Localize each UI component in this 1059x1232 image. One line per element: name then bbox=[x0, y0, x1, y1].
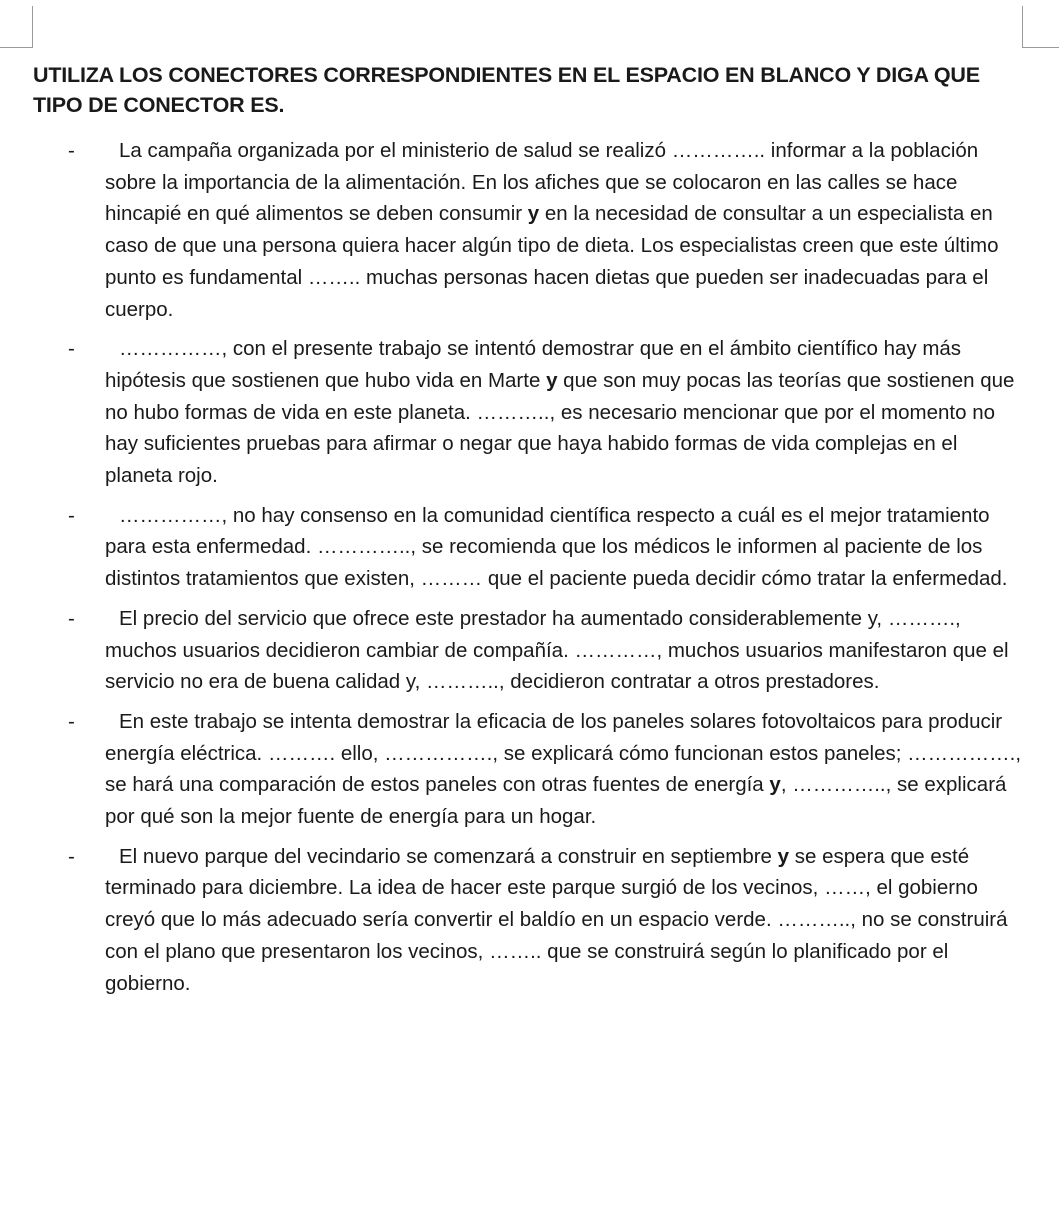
exercise-text: , es necesario mencionar que por el momento no hay suficientes pruebas para afirmar o negar que haya habido formas de vida complejas en el planeta rojo. bbox=[105, 400, 996, 488]
exercise-text: informar a la población sobre la importancia de la alimentación. En los afiches que se colocaron en las calles se hace hincapié en qué alimentos se deben consumir bbox=[105, 139, 979, 226]
answer-blank[interactable]: ………. bbox=[267, 741, 336, 765]
bold-connector: y bbox=[527, 202, 540, 226]
bold-connector: y bbox=[777, 844, 790, 868]
exercise-text: , muchos usuarios decidieron cambiar de compañía. bbox=[105, 606, 961, 662]
bullet-dash: - bbox=[68, 337, 75, 361]
exercise-text: muchas personas hacen dietas que pueden ser inadecuadas para el cuerpo. bbox=[105, 265, 989, 321]
answer-blank[interactable]: …………… bbox=[119, 337, 222, 361]
exercise-item bbox=[0, 135, 1059, 325]
answer-blank[interactable]: ……….. bbox=[777, 908, 851, 932]
exercise-text: , el gobierno creyó que lo más adecuado sería convertir el baldío en un espacio verde. bbox=[105, 876, 978, 932]
exercise-list bbox=[0, 135, 1059, 1007]
exercise-text: La campaña organizada por el ministerio de salud se realizó bbox=[119, 139, 672, 162]
exercise-text: se espera que esté terminado para diciembre. La idea de hacer este parque surgió de los vecinos, bbox=[105, 844, 970, 900]
answer-blank[interactable]: ………….. bbox=[792, 773, 886, 797]
bullet-dash: - bbox=[68, 709, 75, 733]
exercise-item bbox=[0, 333, 1059, 492]
exercise-text: , no se construirá con el plano que presentaron los vecinos, bbox=[105, 908, 1008, 963]
exercise-item bbox=[0, 841, 1059, 1000]
exercise-text: El precio del servicio que ofrece este prestador ha aumentado considerablemente y, bbox=[119, 606, 888, 630]
answer-blank[interactable]: ……… bbox=[420, 567, 483, 591]
answer-blank[interactable]: ………….. bbox=[671, 139, 766, 162]
answer-blank[interactable]: ………… bbox=[574, 638, 657, 662]
exercise-item bbox=[0, 603, 1059, 698]
exercise-text: , no hay consenso en la comunidad científica respecto a cuál es el mejor tratamiento para esta enfermedad. bbox=[105, 503, 990, 559]
exercise-item bbox=[0, 706, 1059, 833]
exercise-text: en la necesidad de consultar a un especialista en caso de que una persona quiera hacer algún tipo de dieta. Los especialistas creen que este último punto es fundamental bbox=[105, 202, 999, 289]
answer-blank[interactable]: …….. bbox=[307, 265, 361, 289]
answer-blank[interactable]: ……………. bbox=[907, 741, 1016, 765]
instructions-heading: UTILIZA LOS CONECTORES CORRESPONDIENTES EN EL ESPACIO EN BLANCO Y DIGA QUE TIPO DE CONECTOR ES. bbox=[33, 63, 980, 117]
exercise-text: que se construirá según lo planificado por el gobierno. bbox=[105, 939, 949, 995]
exercise-text: El nuevo parque del vecindario se comenzará a construir en septiembre bbox=[119, 844, 778, 868]
exercise-text: , se explicará por qué son la mejor fuente de energía para un hogar. bbox=[105, 773, 1007, 829]
bullet-dash: - bbox=[68, 139, 75, 162]
exercise-text: , decidieron contratar a otros prestadores. bbox=[498, 670, 880, 694]
bold-connector: y bbox=[546, 368, 558, 392]
exercise-text: , se hará una comparación de estos paneles con otras fuentes de energía bbox=[105, 741, 1022, 797]
answer-blank[interactable]: ………. bbox=[887, 606, 956, 630]
exercise-text: , muchos usuarios manifestaron que el servicio no era de buena calidad y, bbox=[105, 638, 1009, 694]
exercise-text: En este trabajo se intenta demostrar la eficacia de los paneles solares fotovoltaicos para producir energía eléctrica. bbox=[105, 709, 1003, 765]
exercise-text: , bbox=[780, 773, 793, 797]
bullet-dash: - bbox=[68, 844, 75, 868]
answer-blank[interactable]: ……………. bbox=[384, 741, 493, 765]
answer-blank[interactable]: …… bbox=[824, 876, 866, 900]
answer-blank[interactable]: …….. bbox=[489, 939, 542, 963]
answer-blank[interactable]: ……….. bbox=[425, 670, 499, 694]
crop-mark-top-right bbox=[1022, 47, 1059, 48]
bold-connector: y bbox=[769, 773, 781, 797]
answer-blank[interactable]: ……….. bbox=[476, 400, 550, 424]
exercise-item bbox=[0, 500, 1059, 595]
bullet-dash: - bbox=[68, 606, 75, 630]
answer-blank[interactable]: ………….. bbox=[316, 535, 411, 559]
exercise-text: que son muy pocas las teorías que sostienen que no hubo formas de vida en este planeta. bbox=[105, 368, 1015, 424]
exercise-text: ello, bbox=[335, 741, 385, 765]
answer-blank[interactable]: …………… bbox=[119, 503, 222, 527]
crop-mark-top-left bbox=[0, 47, 33, 48]
exercise-text: , con el presente trabajo se intentó demostrar que en el ámbito científico hay más hipótesis que sostienen que hubo vida en Marte bbox=[105, 337, 962, 392]
crop-mark-top-right bbox=[1022, 6, 1023, 48]
bullet-dash: - bbox=[68, 503, 75, 527]
exercise-text: , se recomienda que los médicos le informen al paciente de los distintos tratamientos que existen, bbox=[105, 535, 983, 591]
exercise-text: , se explicará cómo funcionan estos paneles; bbox=[492, 741, 908, 765]
exercise-text: que el paciente pueda decidir cómo tratar la enfermedad. bbox=[482, 567, 1008, 591]
crop-mark-top-left bbox=[32, 6, 33, 48]
